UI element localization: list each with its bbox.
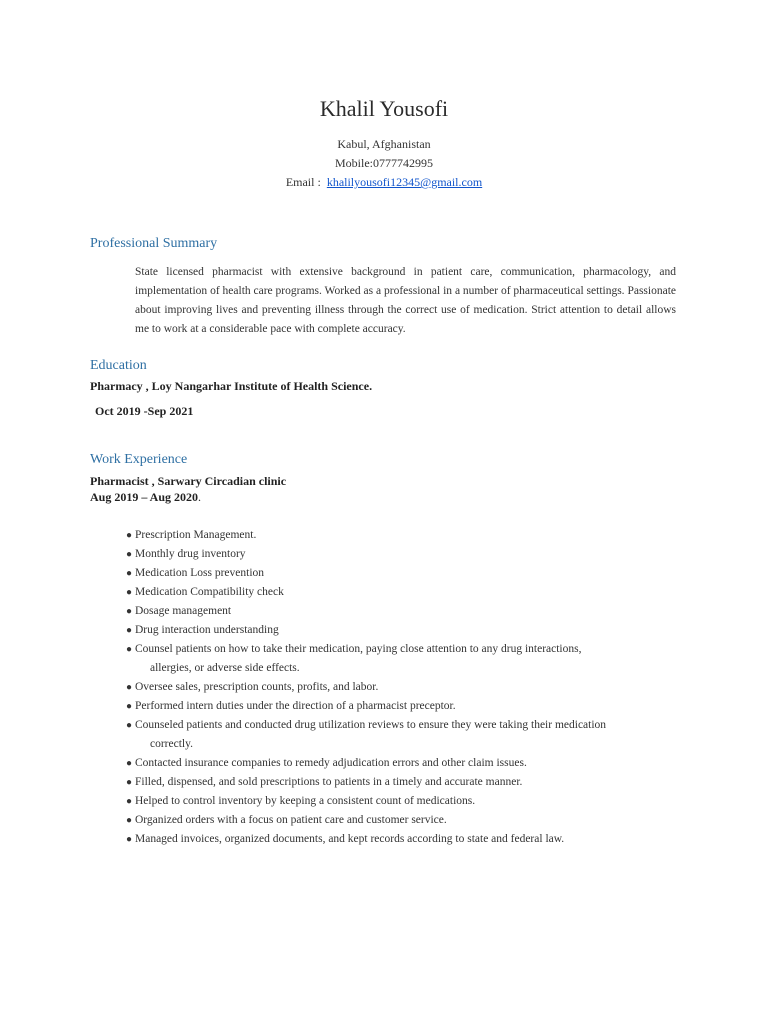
bullet-icon: ● (126, 530, 133, 541)
email-line (0, 175, 768, 190)
list-item (126, 678, 686, 697)
mobile-text: Mobile:0777742995 (335, 156, 433, 170)
list-item-text: Counsel patients on how to take their medication, paying close attention to any drug interactions, (135, 643, 582, 655)
list-item (126, 526, 686, 545)
bullet-icon: ● (126, 815, 133, 826)
responsibilities-list (126, 526, 686, 849)
job-dates (90, 490, 201, 505)
list-item (126, 602, 686, 621)
list-item-text: Organized orders with a focus on patient care and customer service. (135, 814, 447, 826)
list-item-text: Filled, dispensed, and sold prescriptions to patients in a timely and accurate manner. (135, 776, 523, 788)
list-item (126, 640, 686, 678)
professional-summary-text: State licensed pharmacist with extensive background in patient care, communication, pharmacology, and implementation of health care programs. Worked as a professional in a number of pharmaceutical settings. Passionate about improving lives and preventing illness through the correct use of medication. Strict attention to detail allows me to work at a considerable pace with complete accuracy. (135, 266, 676, 335)
education-dates: Oct 2019 -Sep 2021 (95, 404, 194, 418)
bullet-icon: ● (126, 701, 133, 712)
list-item-text: Drug interaction understanding (135, 624, 279, 636)
list-item-text: Oversee sales, prescription counts, profits, and labor. (135, 681, 379, 693)
bullet-icon: ● (126, 834, 133, 845)
list-item (126, 830, 686, 849)
list-item-text: Helped to control inventory by keeping a consistent count of medications. (135, 795, 476, 807)
education-degree: Pharmacy , Loy Nangarhar Institute of Health Science. (90, 379, 373, 393)
list-item (126, 697, 686, 716)
bullet-icon: ● (126, 777, 133, 788)
list-item (126, 583, 686, 602)
list-item-text: Dosage management (135, 605, 232, 617)
list-item-text: Counseled patients and conducted drug utilization reviews to ensure they were taking their medication (135, 719, 607, 731)
list-item-text: Contacted insurance companies to remedy adjudication errors and other claim issues. (135, 757, 527, 769)
list-item (126, 545, 686, 564)
bullet-icon: ● (126, 549, 133, 560)
bullet-icon: ● (126, 682, 133, 693)
email-label: Email : (285, 175, 321, 189)
list-item (126, 811, 686, 830)
list-item-continuation: allergies, or adverse side effects. (150, 662, 300, 674)
location-text: Kabul, Afghanistan (337, 137, 431, 151)
list-item (126, 621, 686, 640)
professional-summary-heading: Professional Summary (90, 236, 218, 251)
list-item (126, 773, 686, 792)
list-item-text: Monthly drug inventory (135, 548, 246, 560)
list-item-text: Prescription Management. (135, 529, 257, 541)
list-item (126, 564, 686, 583)
bullet-icon: ● (126, 758, 133, 769)
list-item (126, 754, 686, 773)
work-experience-heading: Work Experience (90, 452, 188, 467)
candidate-name: Khalil Yousofi (319, 96, 449, 121)
list-item-text: Medication Loss prevention (135, 567, 265, 579)
bullet-icon: ● (126, 796, 133, 807)
list-item-text: Performed intern duties under the direction of a pharmacist preceptor. (135, 700, 456, 712)
list-item (126, 792, 686, 811)
bullet-icon: ● (126, 587, 133, 598)
list-item (126, 716, 686, 754)
bullet-icon: ● (126, 720, 133, 731)
email-link[interactable]: khalilyousofi12345@gmail.com (326, 175, 483, 189)
list-item-continuation: correctly. (150, 738, 193, 750)
job-title: Pharmacist , Sarwary Circadian clinic (90, 474, 287, 488)
list-item-text: Managed invoices, organized documents, and kept records according to state and federal law. (135, 833, 565, 845)
list-item-text: Medication Compatibility check (135, 586, 284, 598)
bullet-icon: ● (126, 568, 133, 579)
education-heading: Education (90, 358, 147, 373)
job-dates-suffix: . (198, 490, 202, 504)
bullet-icon: ● (126, 625, 133, 636)
bullet-icon: ● (126, 606, 133, 617)
job-dates-text: Aug 2019 – Aug 2020 (90, 490, 199, 504)
bullet-icon: ● (126, 644, 133, 655)
